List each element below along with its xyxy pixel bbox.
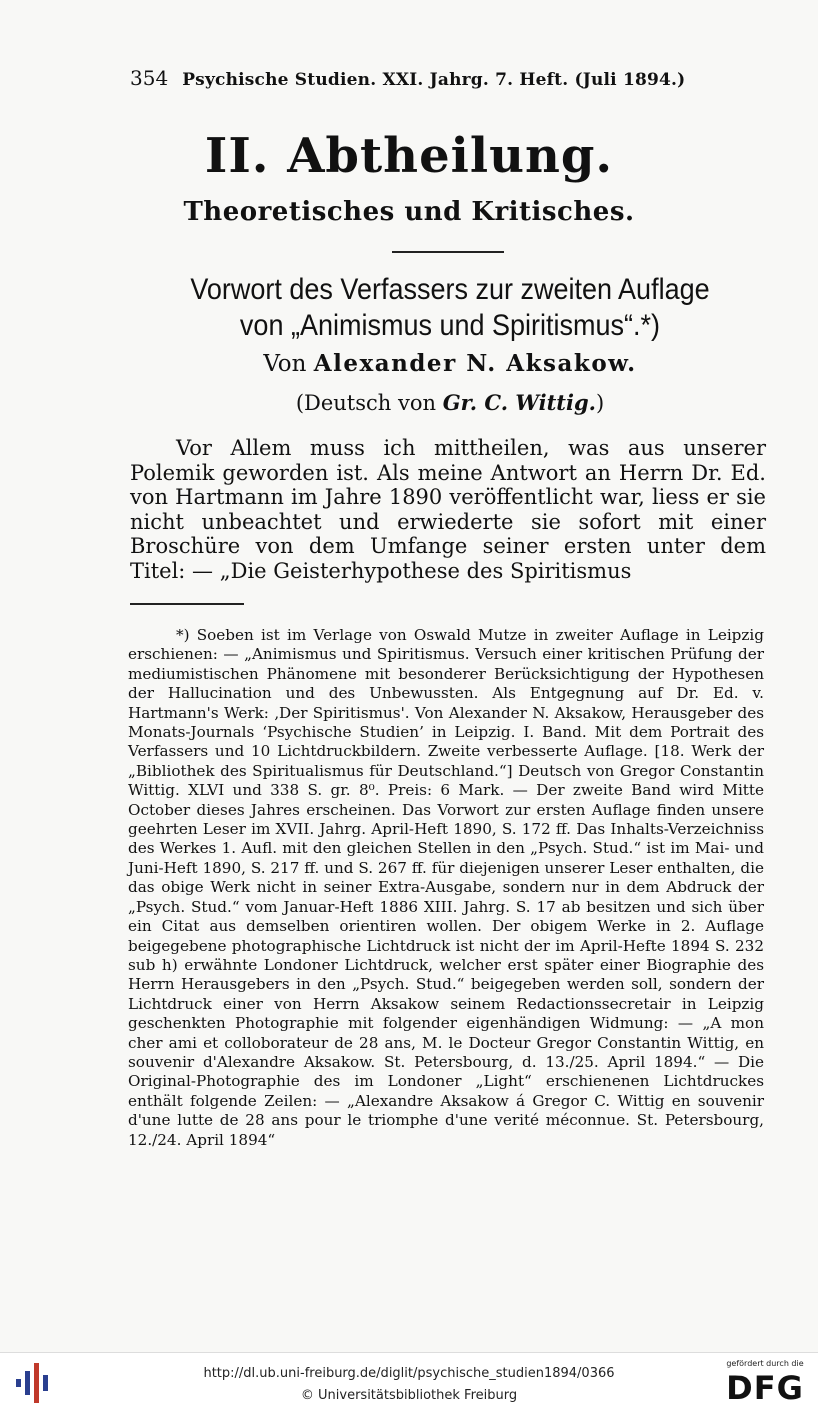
title-divider <box>392 251 504 253</box>
section-title: II. Abtheilung. <box>204 128 614 184</box>
document-url[interactable]: http://dl.ub.uni-freiburg.de/diglit/psychische_studien1894/0366 <box>203 1366 615 1381</box>
article-title-line-2: von „Animismus und Spiritismus“.*) <box>239 309 661 342</box>
body-paragraph: Vor Allem muss ich mittheilen, was aus unserer Polemik geworden ist. Als meine Antwort an Herrn Dr. Ed. von Hartmann im Jahre 1890 veröffentlicht war, liess er sie nicht unbeachtet und erwiederte sie sofort mit einer Broschüre von dem Umfange seiner ersten unter dem Titel: — „Die Geisterhypothese des Spiritismus <box>130 436 766 583</box>
translator-open: (Deutsch von <box>295 391 437 415</box>
translator-line <box>0 390 818 415</box>
dfg-wordmark: DFG <box>726 1369 804 1407</box>
byline-prefix: Von <box>263 351 307 377</box>
page-number: 354 <box>130 66 169 90</box>
footnote-text: *) Soeben ist im Verlage von Oswald Mutze in zweiter Auflage in Leipzig erschienen: — „Animismus und Spiritismus. Versuch einer kritischen Prüfung der mediumistischen Phänomene mit besonderer Berücksichtigung der Hypothesen der Hallucination und des Unbewussten. Als Entgegnung auf Dr. Ed. v. Hartmann's Werk: ‚Der Spiritismus'. Von Alexander N. Aksakow, Herausgeber des Monats-Journals ‘Psychische Studien’ in Leipzig. I. Band. Mit dem Portrait des Verfassers und 10 Lichtdruckbildern. Zweite verbesserte Auflage. [18. Werk der „Bibliothek des Spiritualismus für Deutschland.“] Deutsch von Gregor Constantin Wittig. XLVI und 338 S. gr. 8⁰. Preis: 6 Mark. — Der zweite Band wird Mitte October dieses Jahres erscheinen. Das Vorwort zur ersten Auflage finden unsere geehrten Leser im XVII. Jahrg. April-Heft 1890, S. 172 ff. Das Inhalts-Verzeichniss des Werkes 1. Aufl. mit den gleichen Stellen in den „Psych. Stud.“ ist im Mai- und Juni-Heft 1890, S. 217 ff. und S. 267 ff. für diejenigen unserer Leser enthalten, die das obige Werk nicht in seiner Extra-Ausgabe, sondern nur in dem Abdruck der „Psych. Stud.“ vom Januar-Heft 1886 XIII. Jahrg. S. 17 ab besitzen und sich über ein Citat aus demselben orientiren wollen. Der obigem Werke in 2. Auflage beigegebene photographische Lichtdruck ist nicht der im April-Hefte 1894 S. 232 sub h) erwähnte Londoner Lichtdruck, welcher erst später einer Biographie des Herrn Herausgebers in den „Psych. Stud.“ beigegeben werden soll, sondern der Lichtdruck einer von Herrn Aksakow seinem Redactionssecretair in Leipzig geschenkten Photographie mit folgender eigenhändigen Widmung: — „A mon cher ami et colloborateur de 28 ans, M. le Docteur Gregor Constantin Wittig, en souvenir d'Alexandre Aksakow. St. Petersbourg, d. 13./25. April 1894.“ — Die Original-Photographie des im Londoner „Light“ erschienenen Lichtdruckes enthält folgende Zeilen: — „Alexandre Aksakow á Gregor C. Wittig en souvenir d'une lutte de 28 ans pour le triomphe d'une verité méconnue. St. Petersbourg, 12./24. April 1894“ <box>128 626 764 1149</box>
body-text <box>130 436 766 584</box>
viewer-footer <box>0 1352 818 1412</box>
byline <box>0 350 818 377</box>
article-title-line-1: Vorwort des Verfassers zur zweiten Auflage <box>190 273 710 306</box>
article-title <box>45 272 818 344</box>
footnote-divider <box>130 603 244 605</box>
dfg-logo <box>718 1359 812 1409</box>
translator-name: Gr. C. Wittig. <box>442 390 596 415</box>
running-head <box>130 66 710 90</box>
footnote <box>128 626 764 1150</box>
section-subtitle: Theoretisches und Kritisches. <box>183 197 635 227</box>
author-name: Alexander N. Aksakow. <box>313 350 637 377</box>
journal-header: Psychische Studien. XXI. Jahrg. 7. Heft. (Juli 1894.) <box>182 70 686 90</box>
copyright-notice: © Universitätsbibliothek Freiburg <box>300 1388 518 1403</box>
translator-close: ) <box>595 391 605 415</box>
dfg-caption: gefördert durch die <box>726 1359 804 1368</box>
